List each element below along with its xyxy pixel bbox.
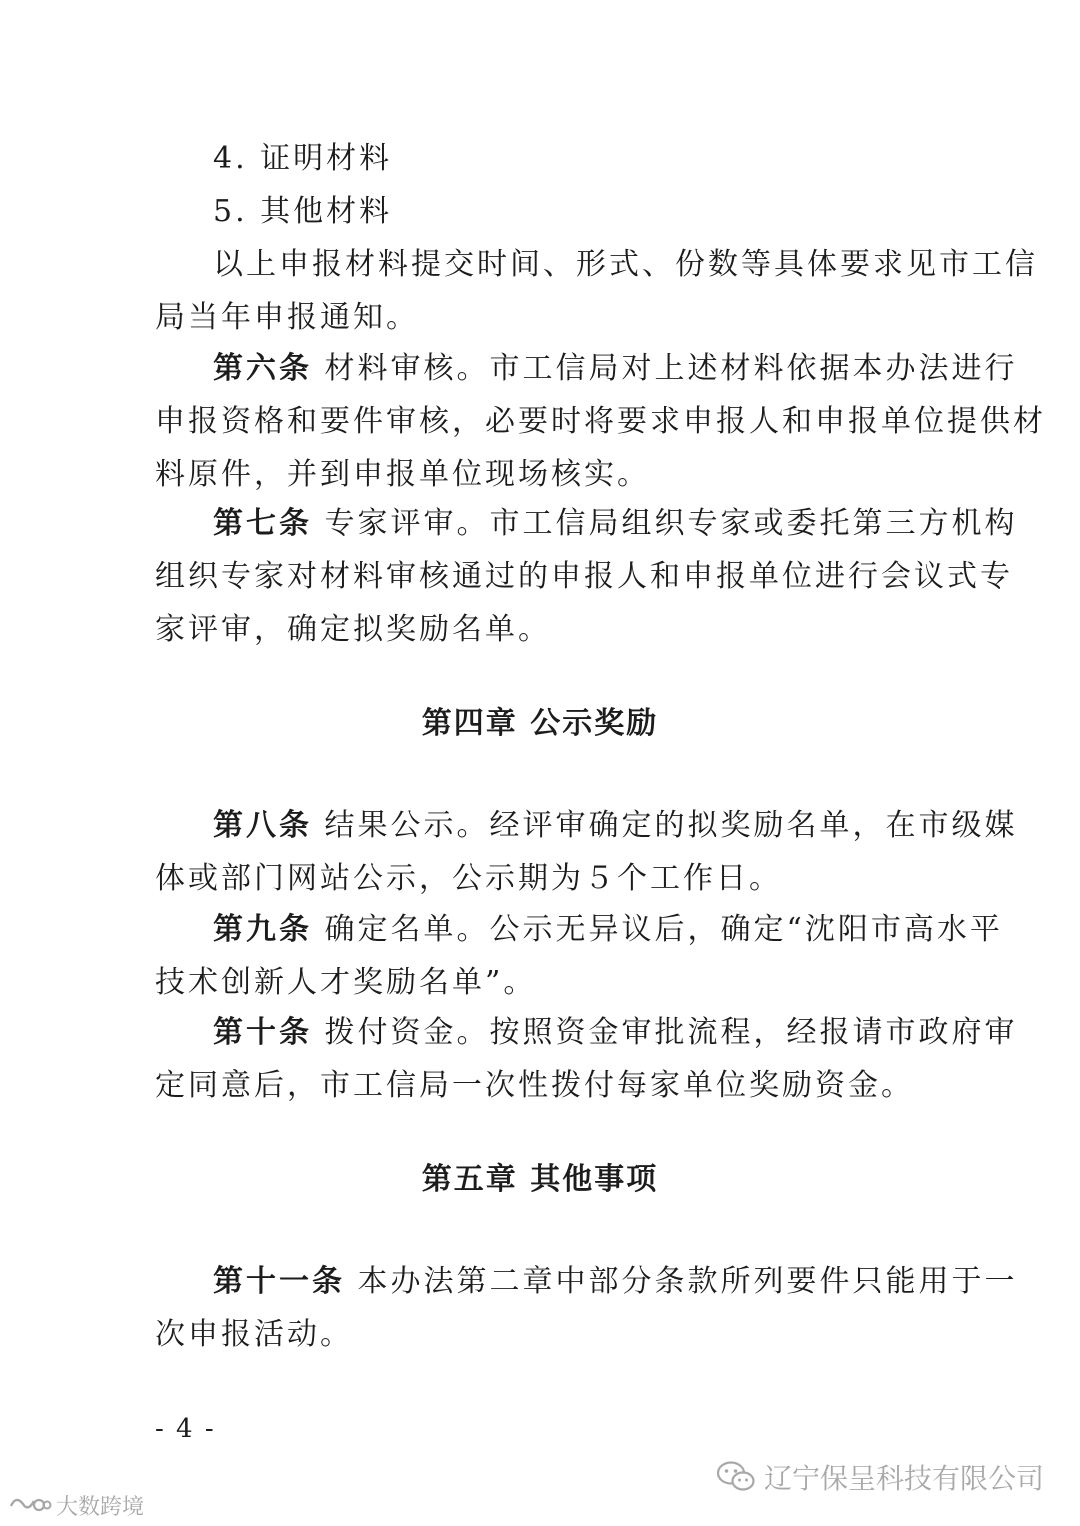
article-11-line-2: 次申报活动。 (155, 1317, 353, 1352)
article-11-line-1 (213, 1264, 1018, 1300)
article-8-text: 结果公示。经评审确定的拟奖励名单，在市级媒 (324, 808, 1018, 843)
article-11-text: 本办法第二章中部分条款所列要件只能用于一 (357, 1264, 1018, 1299)
article-9-label: 第九条 (213, 912, 312, 947)
chapter-5-heading: 第五章 其他事项 (421, 1162, 659, 1197)
article-10-line-1 (213, 1015, 1018, 1051)
list-item-5: 5. 其他材料 (213, 194, 393, 229)
chapter-4-heading: 第四章 公示奖励 (421, 706, 659, 741)
article-7-label: 第七条 (213, 506, 312, 541)
article-6-line-1 (213, 351, 1018, 387)
logo-icon (8, 1492, 52, 1518)
article-7-line-1 (213, 506, 1018, 542)
article-6-line-3: 料原件，并到申报单位现场核实。 (155, 457, 650, 492)
watermark-right (716, 1455, 1044, 1499)
article-6-label: 第六条 (213, 351, 312, 386)
article-7-text: 专家评审。市工信局组织专家或委托第三方机构 (324, 506, 1018, 541)
article-10-label: 第十条 (213, 1015, 312, 1050)
article-11-label: 第十一条 (213, 1264, 345, 1299)
intro-line-2: 局当年申报通知。 (155, 300, 419, 335)
article-6-line-2: 申报资格和要件审核，必要时将要求申报人和申报单位提供材 (155, 404, 1046, 439)
watermark-right-text: 辽宁保呈科技有限公司 (763, 1462, 1044, 1495)
article-7-line-3: 家评审，确定拟奖励名单。 (155, 612, 551, 647)
article-8-line-1 (213, 808, 1018, 844)
list-item-4: 4. 证明材料 (213, 141, 393, 176)
intro-line-1: 以上申报材料提交时间、形式、份数等具体要求见市工信 (213, 247, 1038, 282)
article-8-label: 第八条 (213, 808, 312, 843)
page-number: - 4 - (155, 1414, 216, 1444)
article-9-text: 确定名单。公示无异议后，确定“沈阳市高水平 (324, 912, 1003, 947)
watermark-left-text: 大数跨境 (56, 1494, 145, 1520)
article-6-text: 材料审核。市工信局对上述材料依据本办法进行 (324, 351, 1018, 386)
watermark-left (8, 1490, 144, 1520)
article-10-text: 拨付资金。按照资金审批流程，经报请市政府审 (324, 1015, 1018, 1050)
article-7-line-2: 组织专家对材料审核通过的申报人和申报单位进行会议式专 (155, 559, 1013, 594)
article-8-line-2: 体或部门网站公示，公示期为５个工作日。 (155, 861, 782, 896)
article-10-line-2: 定同意后，市工信局一次性拨付每家单位奖励资金。 (155, 1068, 914, 1103)
article-9-line-1 (213, 912, 1003, 948)
article-9-line-2: 技术创新人才奖励名单”。 (155, 965, 537, 1000)
wechat-icon (716, 1460, 756, 1494)
